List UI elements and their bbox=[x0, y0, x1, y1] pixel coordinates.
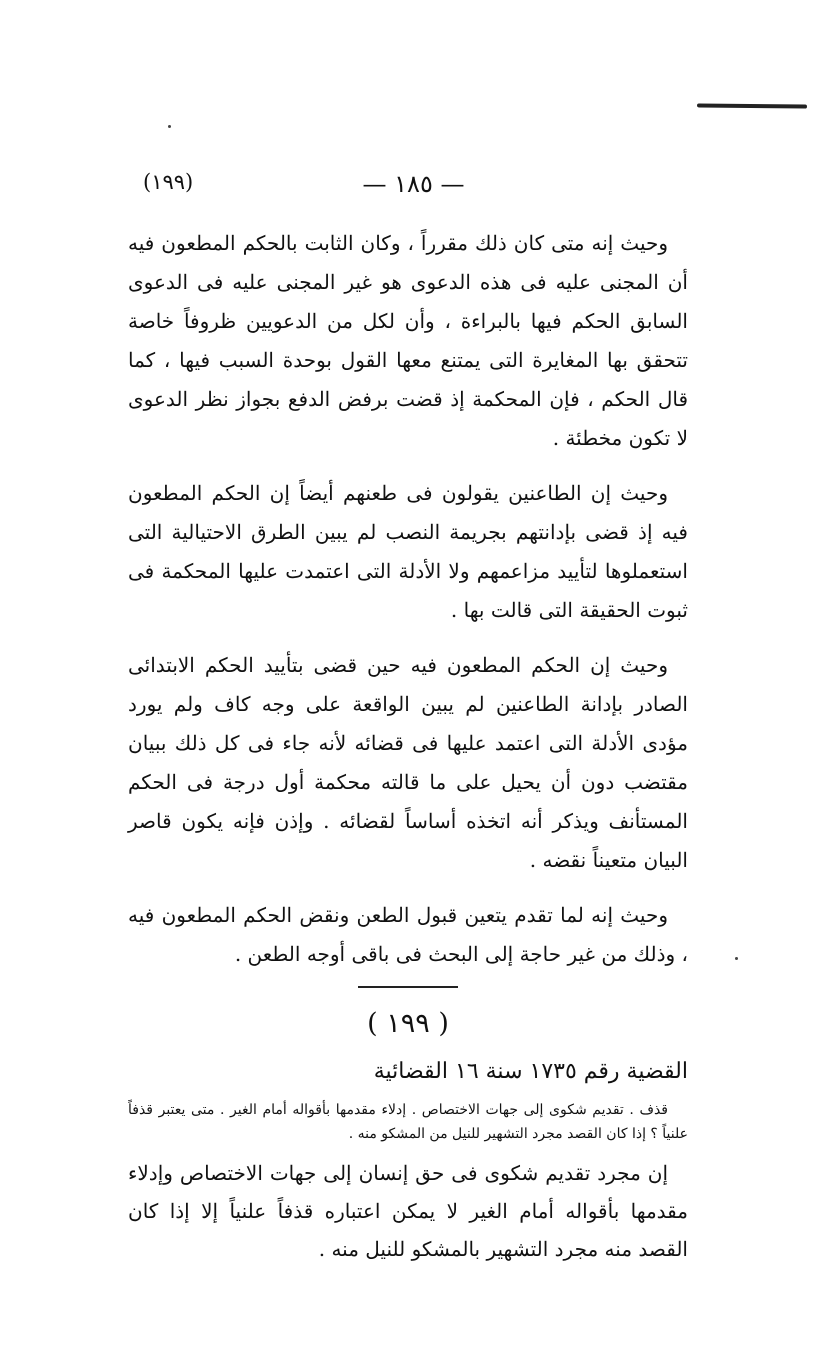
scan-speck bbox=[735, 957, 738, 960]
page-header bbox=[0, 168, 827, 200]
body-paragraph: وحيث إن الطاعنين يقولون فى طعنهم أيضاً إن الحكم المطعون فيه إذ قضى بإدانتهم بجريمة النصب لم يبين الطرق الاحتيالية التى استعملوها لتأييد مزاعمهم ولا الأدلة التى اعتمدت عليها المحكمة فى ثبوت الحقيقة التى قالت بها . bbox=[128, 481, 688, 622]
case-number: ( ١٩٩ ) bbox=[367, 1008, 449, 1039]
case-title: القضية رقم ١٧٣٥ سنة ١٦ القضائية bbox=[373, 1059, 688, 1084]
page-number: — ١٨٥ — bbox=[362, 170, 465, 198]
body-paragraph: وحيث إن الحكم المطعون فيه حين قضى بتأييد الحكم الابتدائى الصادر بإدانة الطاعنين لم يبين الواقعة على وجه كاف ولم يورد مؤدى الأدلة التى اعتمد عليها فى قضائه لأنه جاء فى كل ذلك ببيان مقتضب دون أن يحيل على ما قالته محكمة أول درجة فى الحكم المستأنف ويذكر أنه اتخذه أساساً لقضائه . وإذن فإنه يكون قاصر البيان متعيناً نقضه . bbox=[128, 653, 688, 872]
body-paragraph: وحيث إنه متى كان ذلك مقرراً ، وكان الثابت بالحكم المطعون فيه أن المجنى عليه فى هذه الدعوى هو غير المجنى عليه فى الدعوى السابق الحكم فيها بالبراءة ، وأن لكل من الدعويين ظروفاً خاصة تتحقق بها المغايرة التى يمتنع معها القول بوحدة السبب فيها ، كما قال الحكم ، فإن المحكمة إذ قضت برفض الدفع بجواز نظر الدعوى لا تكون مخطئة . bbox=[128, 231, 688, 450]
header-case-number: (١٩٩) bbox=[143, 170, 194, 194]
text-column bbox=[128, 224, 688, 1268]
case-principle: إن مجرد تقديم شكوى فى حق إنسان إلى جهات الاختصاص وإدلاء مقدمها بأقواله أمام الغير لا يمكن اعتباره قذفاً علنياً إلا إذا كان القصد منه مجرد التشهير بالمشكو للنيل منه . bbox=[128, 1161, 688, 1261]
case-summary: قذف . تقديم شكوى إلى جهات الاختصاص . إدلاء مقدمها بأقواله أمام الغير . متى يعتبر قذفاً علنياً ؟ إذا كان القصد مجرد التشهير للنيل من المشكو منه . bbox=[128, 1102, 688, 1142]
scan-speck bbox=[168, 125, 171, 128]
section-divider bbox=[358, 986, 458, 988]
edge-scan-mark bbox=[697, 103, 807, 108]
body-paragraph: وحيث إنه لما تقدم يتعين قبول الطعن ونقض الحكم المطعون فيه ، وذلك من غير حاجة إلى البحث فى باقى أوجه الطعن . bbox=[128, 903, 688, 966]
